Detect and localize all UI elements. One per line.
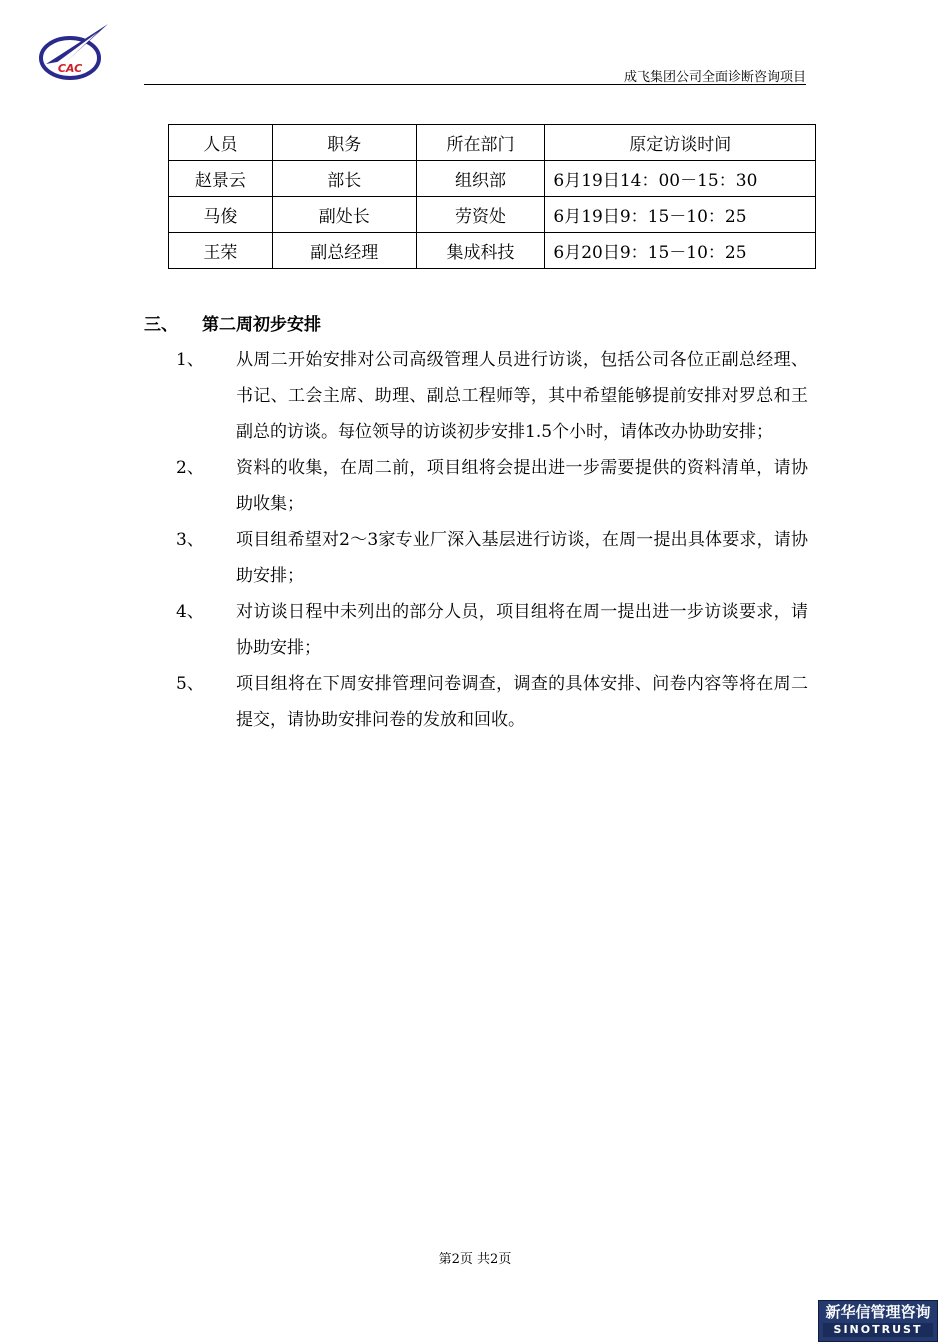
list-item	[176, 522, 808, 594]
table-row	[169, 197, 816, 233]
list-item	[176, 666, 808, 738]
header-cell: 所在部门	[416, 125, 545, 161]
person-cell: 王荣	[169, 233, 273, 269]
header-cell: 人员	[169, 125, 273, 161]
item-number: 3、	[176, 530, 204, 550]
position-cell: 副处长	[272, 197, 416, 233]
interview-schedule-table	[168, 124, 816, 269]
list-item	[176, 594, 808, 666]
item-text: 从周二开始安排对公司高级管理人员进行访谈，包括公司各位正副总经理、书记、工会主席、助理、副总工程师等，其中希望能够提前安排对罗总和王副总的访谈。每位领导的访谈初步安排1.5个小时，请体改办协助安排；	[236, 350, 808, 442]
section-title: 第二周初步安排	[202, 315, 321, 335]
list-item	[176, 450, 808, 522]
header-cell: 原定访谈时间	[545, 125, 816, 161]
item-text: 对访谈日程中未列出的部分人员，项目组将在周一提出进一步访谈要求，请协助安排；	[236, 602, 808, 658]
item-text: 项目组将在下周安排管理问卷调查，调查的具体安排、问卷内容等将在周二提交，请协助安排问卷的发放和回收。	[236, 674, 808, 730]
item-text: 项目组希望对2～3家专业厂深入基层进行访谈，在周一提出具体要求，请协助安排；	[236, 530, 808, 586]
brand-name-en: SINOTRUST	[823, 1323, 933, 1337]
person-cell: 赵景云	[169, 161, 273, 197]
table-row	[169, 233, 816, 269]
time-cell: 6月20日9：15－10：25	[545, 233, 816, 269]
cac-logo	[38, 22, 112, 82]
header-cell: 职务	[272, 125, 416, 161]
person-cell: 马俊	[169, 197, 273, 233]
item-number: 4、	[176, 602, 204, 622]
time-cell: 6月19日14：00－15：30	[545, 161, 816, 197]
brand-name-cn: 新华信管理咨询	[825, 1303, 931, 1321]
item-number: 2、	[176, 458, 204, 478]
position-cell: 副总经理	[272, 233, 416, 269]
header-divider	[144, 84, 806, 85]
page-footer: 第2页 共2页	[438, 1252, 512, 1267]
logo-text: CAC	[57, 62, 83, 75]
department-cell: 劳资处	[416, 197, 545, 233]
department-cell: 组织部	[416, 161, 545, 197]
item-text: 资料的收集，在周二前，项目组将会提出进一步需要提供的资料清单，请协助收集；	[236, 458, 808, 514]
item-number: 5、	[176, 674, 204, 694]
department-cell: 集成科技	[416, 233, 545, 269]
table-row	[169, 161, 816, 197]
table-header-row	[169, 125, 816, 161]
arrangement-list	[176, 342, 808, 738]
time-cell: 6月19日9：15－10：25	[545, 197, 816, 233]
header-project-title: 成飞集团公司全面诊断咨询项目	[623, 70, 806, 85]
item-number: 1、	[176, 350, 204, 370]
section-heading	[144, 310, 321, 335]
position-cell: 部长	[272, 161, 416, 197]
sinotrust-watermark	[818, 1300, 938, 1342]
section-number: 三、	[144, 315, 178, 335]
list-item	[176, 342, 808, 450]
